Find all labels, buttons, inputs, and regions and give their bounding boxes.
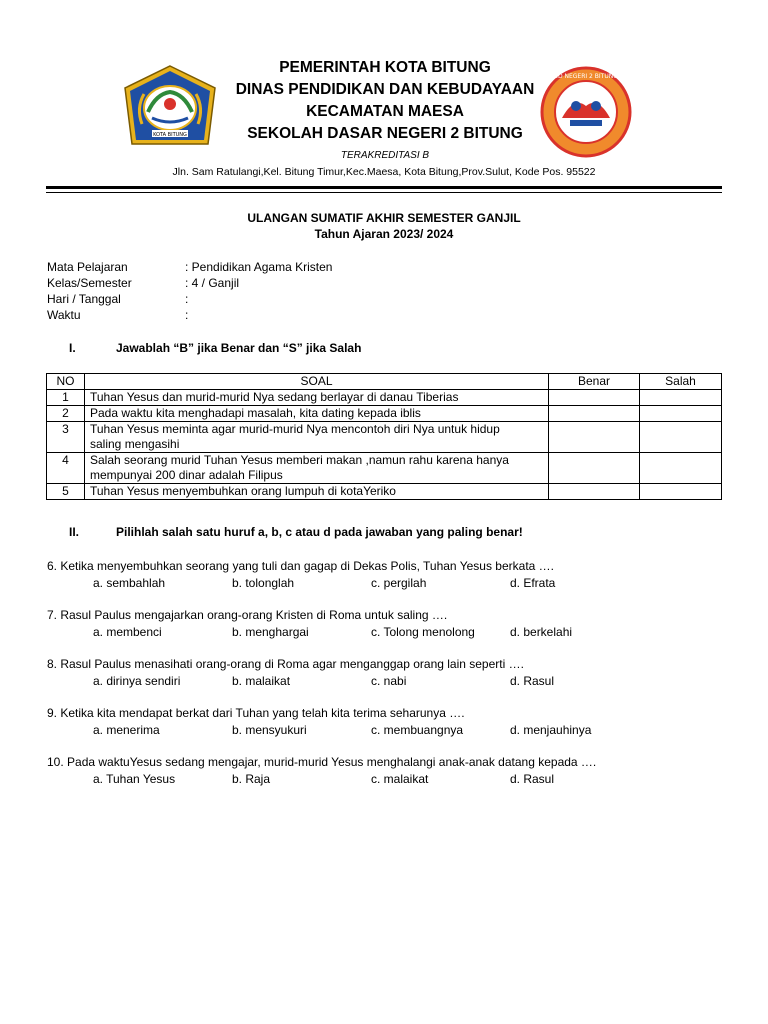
letterhead-line-4: SEKOLAH DASAR NEGERI 2 BITUNG bbox=[247, 125, 523, 142]
answer-options bbox=[47, 673, 555, 689]
header-soal: SOAL bbox=[85, 374, 549, 390]
letterhead-rule-thick bbox=[46, 186, 722, 189]
option-b[interactable]: b. malaikat bbox=[232, 674, 291, 688]
answer-benar-cell[interactable] bbox=[549, 453, 640, 484]
question-stem: 6. Ketika menyembuhkan seorang yang tuli dan gagap di Dekas Polis, Tuhan Yesus berkata …. bbox=[47, 559, 554, 573]
table-row bbox=[47, 406, 722, 422]
option-c[interactable]: c. membuangnya bbox=[371, 723, 464, 737]
row-question: Tuhan Yesus menyembuhkan orang lumpuh di kotaYeriko bbox=[85, 484, 549, 500]
letterhead-block bbox=[210, 57, 560, 145]
question-line: Tuhan Yesus meminta agar murid-murid Nya mencontoh diri Nya untuk hidup bbox=[90, 422, 500, 436]
section-1-number: I. bbox=[69, 341, 76, 355]
kota-bitung-emblem bbox=[122, 64, 218, 150]
option-a[interactable]: a. sembahlah bbox=[93, 576, 166, 590]
option-d[interactable]: d. Rasul bbox=[510, 772, 555, 786]
info-value: : bbox=[185, 308, 189, 322]
answer-salah-cell[interactable] bbox=[640, 406, 722, 422]
option-b[interactable]: b. mensyukuri bbox=[232, 723, 307, 737]
answer-benar-cell[interactable] bbox=[549, 406, 640, 422]
header-benar: Benar bbox=[549, 374, 640, 390]
option-a[interactable]: a. menerima bbox=[93, 723, 160, 737]
option-c[interactable]: c. Tolong menolong bbox=[371, 625, 475, 639]
option-d[interactable]: d. Efrata bbox=[510, 576, 556, 590]
table-row bbox=[47, 453, 722, 484]
answer-benar-cell[interactable] bbox=[549, 484, 640, 500]
true-false-table bbox=[46, 373, 722, 500]
question-line: Salah seorang murid Tuhan Yesus memberi makan ,namun rahu karena hanya bbox=[90, 453, 509, 467]
question-8 bbox=[47, 656, 555, 689]
table-row bbox=[47, 484, 722, 500]
option-b[interactable]: b. Raja bbox=[232, 772, 271, 786]
option-b[interactable]: b. menghargai bbox=[232, 625, 309, 639]
question-line: saling mengasihi bbox=[90, 437, 180, 451]
info-value: : 4 / Ganjil bbox=[185, 276, 240, 290]
exam-year: Tahun Ajaran 2023/ 2024 bbox=[314, 227, 454, 241]
table-row bbox=[47, 422, 722, 453]
option-a[interactable]: a. dirinya sendiri bbox=[93, 674, 181, 688]
option-d[interactable]: d. berkelahi bbox=[510, 625, 573, 639]
row-number: 1 bbox=[47, 390, 85, 406]
answer-benar-cell[interactable] bbox=[549, 390, 640, 406]
letterhead-line-2: DINAS PENDIDIKAN DAN KEBUDAYAAN bbox=[235, 81, 535, 98]
answer-options bbox=[47, 722, 592, 738]
question-stem: 9. Ketika kita mendapat berkat dari Tuhan yang telah kita terima seharunya …. bbox=[47, 706, 465, 720]
answer-options bbox=[47, 575, 554, 591]
question-stem: 7. Rasul Paulus mengajarkan orang-orang Kristen di Roma untuk saling …. bbox=[47, 608, 448, 622]
school-address: Jln. Sam Ratulangi,Kel. Bitung Timur,Kec.Maesa, Kota Bitung,Prov.Sulut, Kode Pos. 95522 bbox=[172, 166, 596, 178]
question-7 bbox=[47, 607, 573, 640]
row-number: 5 bbox=[47, 484, 85, 500]
info-label: Mata Pelajaran bbox=[47, 260, 128, 274]
header-salah: Salah bbox=[640, 374, 722, 390]
option-d[interactable]: d. menjauhinya bbox=[510, 723, 592, 737]
left-logo-text: KOTA BITUNG bbox=[153, 132, 187, 138]
letterhead-line-3: KECAMATAN MAESA bbox=[306, 103, 464, 120]
row-number: 3 bbox=[47, 422, 85, 453]
right-logo-text: SD NEGERI 2 BITUNG bbox=[554, 73, 618, 80]
answer-salah-cell[interactable] bbox=[640, 484, 722, 500]
info-label: Waktu bbox=[47, 308, 81, 322]
letterhead-rule-thin bbox=[46, 192, 722, 193]
section-2-number: II. bbox=[69, 525, 80, 539]
answer-salah-cell[interactable] bbox=[640, 422, 722, 453]
option-c[interactable]: c. malaikat bbox=[371, 772, 429, 786]
info-label: Hari / Tanggal bbox=[47, 292, 121, 306]
table-header-row bbox=[47, 374, 722, 390]
row-number: 4 bbox=[47, 453, 85, 484]
header-no: NO bbox=[47, 374, 85, 390]
option-a[interactable]: a. membenci bbox=[93, 625, 162, 639]
question-stem: 8. Rasul Paulus menasihati orang-orang di Roma agar menganggap orang lain seperti …. bbox=[47, 657, 524, 671]
row-question bbox=[85, 453, 549, 484]
question-9 bbox=[47, 705, 592, 738]
info-value: : bbox=[185, 292, 189, 306]
option-b[interactable]: b. tolonglah bbox=[232, 576, 295, 590]
option-d[interactable]: d. Rasul bbox=[510, 674, 555, 688]
section-1-instruction: Jawablah “B” jika Benar dan “S” jika Salah bbox=[116, 341, 362, 355]
row-number: 2 bbox=[47, 406, 85, 422]
table-row bbox=[47, 390, 722, 406]
row-question bbox=[85, 422, 549, 453]
letterhead-line-1: PEMERINTAH KOTA BITUNG bbox=[279, 59, 491, 76]
answer-salah-cell[interactable] bbox=[640, 453, 722, 484]
accreditation: TERAKREDITASI B bbox=[340, 150, 430, 161]
info-label: Kelas/Semester bbox=[47, 276, 132, 290]
row-question: Tuhan Yesus dan murid-murid Nya sedang berlayar di danau Tiberias bbox=[85, 390, 549, 406]
info-value: : Pendidikan Agama Kristen bbox=[185, 260, 333, 274]
option-c[interactable]: c. pergilah bbox=[371, 576, 427, 590]
answer-salah-cell[interactable] bbox=[640, 390, 722, 406]
option-c[interactable]: c. nabi bbox=[371, 674, 407, 688]
question-stem: 10. Pada waktuYesus sedang mengajar, murid-murid Yesus menghalangi anak-anak datang kepada …. bbox=[47, 755, 597, 769]
answer-options bbox=[47, 624, 573, 640]
question-line: mempunyai 200 dinar adalah Filipus bbox=[90, 468, 283, 482]
question-6 bbox=[47, 558, 554, 591]
section-2-instruction: Pilihlah salah satu huruf a, b, c atau d pada jawaban yang paling benar! bbox=[116, 525, 523, 539]
question-10 bbox=[47, 754, 596, 787]
answer-options bbox=[47, 771, 596, 787]
exam-title: ULANGAN SUMATIF AKHIR SEMESTER GANJIL bbox=[247, 211, 521, 225]
answer-benar-cell[interactable] bbox=[549, 422, 640, 453]
row-question: Pada waktu kita menghadapi masalah, kita dating kepada iblis bbox=[85, 406, 549, 422]
option-a[interactable]: a. Tuhan Yesus bbox=[93, 772, 176, 786]
